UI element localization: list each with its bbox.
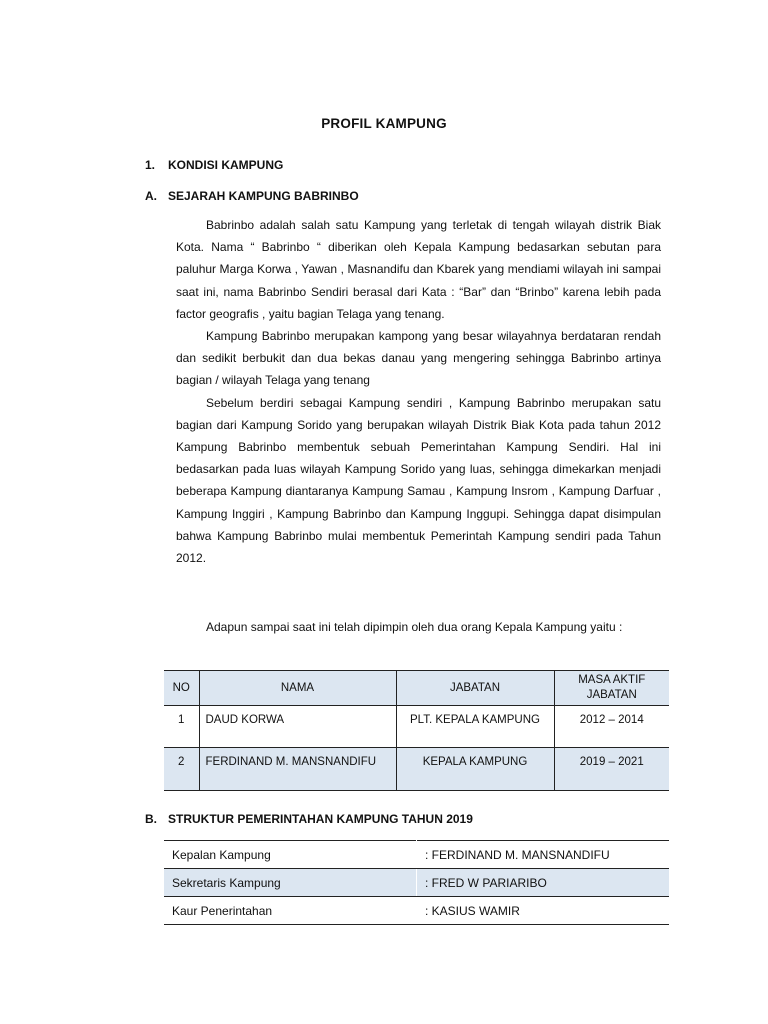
cell-nama: DAUD KORWA	[199, 706, 396, 748]
role-cell: Kepalan Kampung	[164, 841, 417, 869]
section-label: KONDISI KAMPUNG	[168, 158, 284, 172]
column-header-nama: NAMA	[199, 671, 396, 706]
page-title: PROFIL KAMPUNG	[321, 116, 447, 131]
cell-nama: FERDINAND M. MANSNANDIFU	[199, 748, 396, 791]
cell-jabatan: PLT. KEPALA KAMPUNG	[396, 706, 554, 748]
cell-masa-aktif: 2012 – 2014	[554, 706, 669, 748]
cell-no: 2	[164, 748, 199, 791]
column-header-jabatan: JABATAN	[396, 671, 554, 706]
section-label: SEJARAH KAMPUNG BABRINBO	[168, 189, 359, 203]
cell-masa-aktif: 2019 – 2021	[554, 748, 669, 791]
section-number: 1.	[145, 158, 156, 172]
column-header-masa-aktif: MASA AKTIF JABATAN	[554, 671, 669, 706]
section-number: B.	[145, 812, 157, 826]
history-text	[176, 214, 661, 569]
paragraph: Babrinbo adalah salah satu Kampung yang terletak di tengah wilayah distrik Biak Kota. Nama “ Babrinbo “ diberikan oleh Kepala Kampung bedasarkan sebutan para paluhur Marga Korwa , Yawan , Masnandifu dan Kbarek yang mendiami wilayah ini sampai saat ini, nama Babrinbo Sendiri berasal dari Kata : “Bar” dan “Brinbo” karena lebih pada factor geografis , yaitu bagian Telaga yang tenang.	[176, 218, 661, 321]
name-cell: : KASIUS WAMIR	[417, 897, 670, 925]
leaders-table	[164, 670, 669, 791]
role-cell: Kaur Penerintahan	[164, 897, 417, 925]
column-header-no: NO	[164, 671, 199, 706]
name-cell: : FERDINAND M. MANSNANDIFU	[417, 841, 670, 869]
table-row	[164, 706, 669, 748]
table-row	[164, 748, 669, 791]
table-row	[164, 841, 669, 869]
section-number: A.	[145, 189, 157, 203]
paragraph: Sebelum berdiri sebagai Kampung sendiri , Kampung Babrinbo merupakan satu bagian dari Kampung Sorido yang berupakan wilayah Distrik Biak Kota pada tahun 2012 Kampung Babrinbo membentuk sebuah Pemerintahan Kampung Sendiri. Hal ini bedasarkan pada luas wilayah Kampung Sorido yang luas, sehingga dimekarkan menjadi beberapa Kampung diantaranya Kampung Samau , Kampung Insrom , Kampung Darfuar , Kampung Inggiri , Kampung Babrinbo dan Kampung Inggupi. Sehingga dapat disimpulan bahwa Kampung Babrinbo mulai membentuk Pemerintah Kampung sendiri pada Tahun 2012.	[176, 395, 661, 566]
section-heading-sejarah	[145, 189, 359, 203]
role-cell: Sekretaris Kampung	[164, 869, 417, 897]
section-heading-kondisi	[145, 158, 283, 172]
paragraph: Kampung Babrinbo merupakan kampong yang besar wilayahnya berdataran rendah dan sedikit berbukit dan dua bekas danau yang mengering sehingga Babrinbo artinya bagian / wilayah Telaga yang tenang	[176, 329, 661, 388]
section-label: STRUKTUR PEMERINTAHAN KAMPUNG TAHUN 2019	[168, 812, 473, 826]
section-heading-struktur	[145, 812, 473, 826]
structure-table	[164, 840, 669, 925]
table-row	[164, 869, 669, 897]
name-cell: : FRED W PARIARIBO	[417, 869, 670, 897]
cell-jabatan: KEPALA KAMPUNG	[396, 748, 554, 791]
table-header-row	[164, 671, 669, 706]
table-row	[164, 897, 669, 925]
leaders-intro-text	[176, 616, 661, 638]
cell-no: 1	[164, 706, 199, 748]
paragraph: Adapun sampai saat ini telah dipimpin oleh dua orang Kepala Kampung yaitu :	[206, 620, 623, 634]
